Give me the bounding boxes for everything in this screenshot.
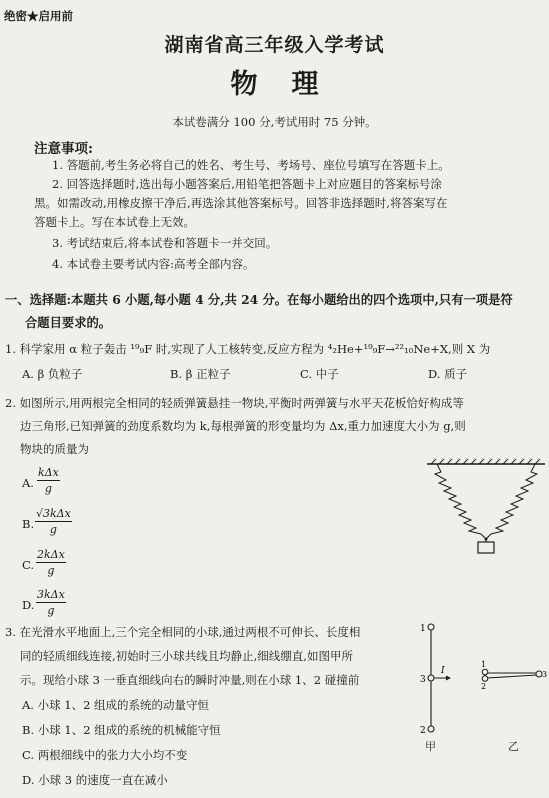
question-3-line-3: 示。现给小球 3 一垂直细线向右的瞬时冲量,则在小球 1、2 碰撞前 xyxy=(20,673,360,687)
q2-option-b-label: B. xyxy=(22,517,35,531)
q2-option-a-fraction xyxy=(37,466,60,495)
ball-2-icon xyxy=(428,726,434,732)
q3-option-b: B. 小球 1、2 组成的系统的机械能守恒 xyxy=(22,723,221,737)
subject-title: 物理 xyxy=(230,69,353,100)
ball-2-label: 2 xyxy=(481,682,487,690)
confidential-label: 绝密★启用前 xyxy=(4,9,73,23)
spring-figure xyxy=(425,458,547,554)
question-3-line-2: 同的轻质细线连接,初始时三小球共线且均静止,细线绷直,如图甲所 xyxy=(20,649,353,663)
ball-2-icon xyxy=(482,676,488,682)
notes-heading: 注意事项: xyxy=(34,141,93,157)
q2-option-d-label: D. xyxy=(22,598,35,612)
q2-option-b-numerator: √3kΔx xyxy=(36,507,71,520)
question-3-line-1: 3. 在光滑水平地面上,三个完全相同的小球,通过两根不可伸长、长度相 xyxy=(5,625,361,639)
impulse-label: I xyxy=(441,666,445,676)
note-line-3: 黑。如需改动,用橡皮擦干净后,再选涂其他答案标号。回答非选择题时,将答案写在 xyxy=(34,196,448,210)
q2-option-a-denominator: g xyxy=(44,482,52,495)
ball-2-label: 2 xyxy=(420,726,426,736)
q1-option-b: B. β 正粒子 xyxy=(170,367,231,381)
left-spring xyxy=(435,464,485,538)
note-line-4: 答题卡上。写在本试卷上无效。 xyxy=(34,215,195,229)
exam-title: 湖南省高三年级入学考试 xyxy=(164,34,385,56)
q2-option-c-denominator: g xyxy=(47,564,55,577)
figure-jia-label: 甲 xyxy=(425,740,436,753)
ball-1-icon xyxy=(482,669,488,675)
q2-option-a-label: A. xyxy=(22,476,34,490)
q3-option-d: D. 小球 3 的速度一直在减小 xyxy=(22,773,168,787)
ball-3-icon xyxy=(428,675,434,681)
q2-option-c-numerator: 2kΔx xyxy=(37,548,65,561)
ball-1-label: 1 xyxy=(420,624,426,634)
note-line-6: 4. 本试卷主要考试内容:高考全部内容。 xyxy=(52,257,255,271)
string-line-lower xyxy=(487,675,537,678)
figure-yi xyxy=(478,660,548,690)
ceiling-hatching xyxy=(431,459,540,464)
ball-1-icon xyxy=(428,624,434,630)
q2-option-b-denominator: g xyxy=(49,523,57,536)
q1-option-a: A. β 负粒子 xyxy=(22,367,83,381)
q1-option-d: D. 质子 xyxy=(428,367,468,381)
q3-option-a: A. 小球 1、2 组成的系统的动量守恒 xyxy=(22,698,210,712)
note-line-5: 3. 考试结束后,将本试卷和答题卡一并交回。 xyxy=(52,236,278,250)
ball-3-label: 3 xyxy=(420,675,426,685)
q2-option-d-fraction xyxy=(36,588,66,617)
figure-yi-label: 乙 xyxy=(508,740,519,753)
q2-option-d-denominator: g xyxy=(47,604,55,617)
q2-option-c-label: C. xyxy=(22,558,35,572)
q1-option-c: C. 中子 xyxy=(300,367,339,381)
question-2-line-1: 2. 如图所示,用两根完全相同的轻质弹簧悬挂一物块,平衡时两弹簧与水平天花板恰好构成等 xyxy=(5,396,464,410)
q2-option-b-fraction xyxy=(35,507,72,536)
ball-3-label: 3 xyxy=(542,670,548,679)
q2-option-a-numerator: kΔx xyxy=(38,466,59,479)
q3-option-c: C. 两根细线中的张力大小均不变 xyxy=(22,748,188,762)
exam-info: 本试卷满分 100 分,考试用时 75 分钟。 xyxy=(172,115,377,129)
ball-1-label: 1 xyxy=(481,660,487,669)
note-line-2: 2. 回答选择题时,选出每小题答案后,用铅笔把答题卡上对应题目的答案标号涂 xyxy=(52,177,442,191)
right-spring xyxy=(487,464,537,538)
section-heading: 一、选择题:本题共 6 小题,每小题 4 分,共 24 分。在每小题给出的四个选项中,只有一项是符 xyxy=(5,292,513,307)
impulse-arrowhead xyxy=(446,676,451,681)
section-heading-cont: 合题目要求的。 xyxy=(25,315,112,330)
note-line-1: 1. 答题前,考生务必将自己的姓名、考生号、考场号、座位号填写在答题卡上。 xyxy=(52,158,450,172)
question-2-line-2: 边三角形,已知弹簧的劲度系数均为 k,每根弹簧的形变量均为 Δx,重力加速度大小为 g,则 xyxy=(20,419,466,433)
q2-option-c-fraction xyxy=(36,548,66,577)
figure-jia xyxy=(415,620,455,745)
q2-option-d-numerator: 3kΔx xyxy=(37,588,65,601)
question-2-line-3: 物块的质量为 xyxy=(20,442,89,456)
question-1-stem: 1. 科学家用 α 粒子轰击 ¹⁹₉F 时,实现了人工核转变,反应方程为 ⁴₂He+¹⁹₉F→²²₁₀Ne+X,则 X 为 xyxy=(5,342,491,356)
block xyxy=(478,542,494,553)
